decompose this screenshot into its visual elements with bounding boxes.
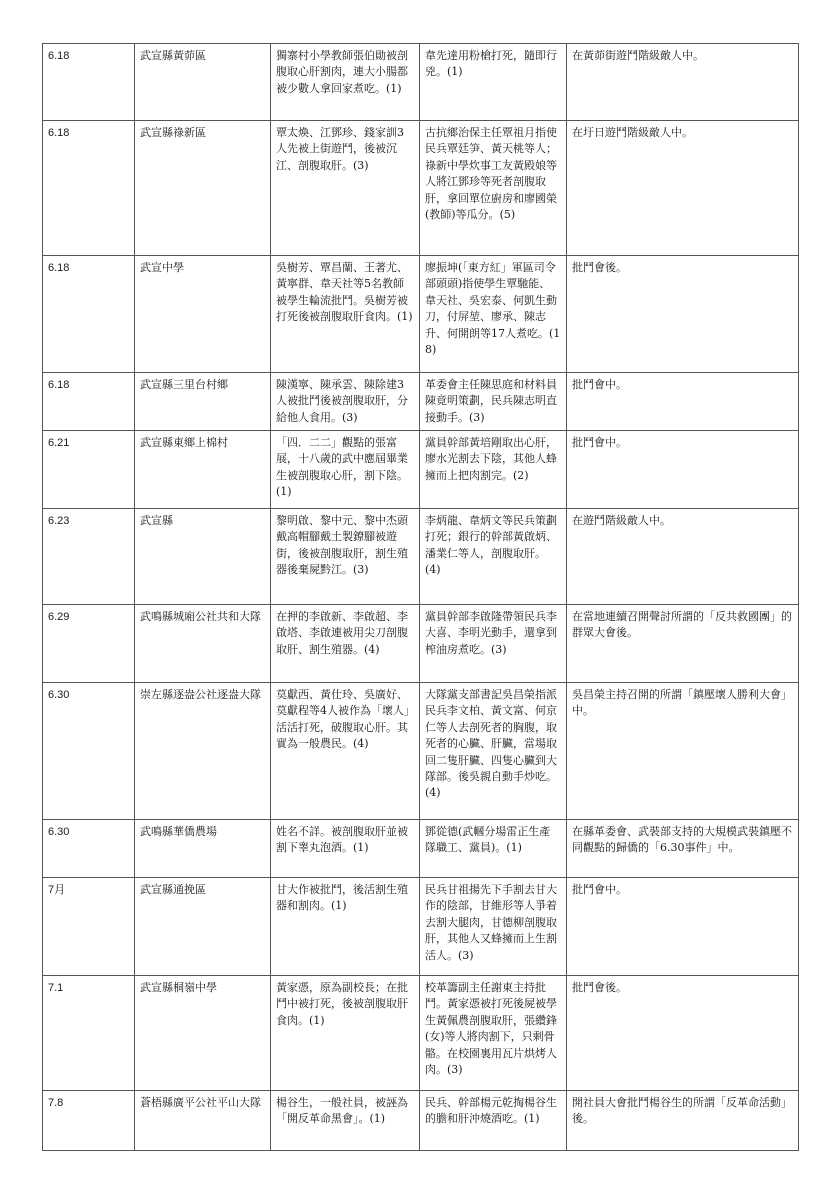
context-cell: 批鬥會中。 xyxy=(567,878,799,976)
perpetrators-cell: 古抗鄉治保主任覃祖月指使民兵覃廷笋、黃天桃等人；祿新中學炊事工友黃殿娘等人將江鄧珍等死者剖腹取肝，拿回單位廚房和廖國榮(教師)等瓜分。(5) xyxy=(420,121,567,256)
date-cell: 6.29 xyxy=(43,605,135,683)
perpetrators-cell: 大隊黨支部書記吳昌榮指派民兵李文柏、黃文富、何京仁等人去剖死者的胸腹，取死者的心臟、肝臟，當場取回二隻肝臟、四隻心臟到大隊部。後吳親自動手炒吃。(4) xyxy=(420,683,567,820)
perpetrators-cell: 鄧從德(武幗分場雷正生產隊職工、黨員)。(1) xyxy=(420,820,567,878)
location-cell: 武宣縣桐嶺中學 xyxy=(135,976,271,1091)
date-cell: 6.18 xyxy=(43,256,135,373)
victims-cell: 莫獻西、黃仕玲、吳廣好、莫獻程等4人被作為「壞人」活活打死，破腹取心肝。其實為一般農民。(4) xyxy=(271,683,420,820)
context-cell: 在黃茆街遊鬥階級敵人中。 xyxy=(567,44,799,121)
perpetrators-cell: 黨員幹部李啟隆帶領民兵李大喜、李明光動手，還拿到榨油房煮吃。(3) xyxy=(420,605,567,683)
date-cell: 7月 xyxy=(43,878,135,976)
location-cell: 蒼梧縣廣平公社平山大隊 xyxy=(135,1091,271,1151)
location-cell: 武鳴縣華僑農場 xyxy=(135,820,271,878)
table-row xyxy=(43,431,799,509)
context-cell: 開社員大會批鬥楊谷生的所謂「反革命活動」後。 xyxy=(567,1091,799,1151)
date-cell: 6.18 xyxy=(43,373,135,431)
victims-cell: 陳漢寧、陳承雲、陳除建3人被批鬥後被剖腹取肝，分給他人食用。(3) xyxy=(271,373,420,431)
location-cell: 武宣縣黃茆區 xyxy=(135,44,271,121)
table-row xyxy=(43,121,799,256)
perpetrators-cell: 廖振坤(「東方紅」軍區司令部頭頭)指使學生覃馳能、韋天社、吳宏泰、何凱生動刀，付屏堃、廖承、陳志升、何開朗等17人煮吃。(18) xyxy=(420,256,567,373)
context-cell: 在遊鬥階級敵人中。 xyxy=(567,509,799,605)
victims-cell: 甘大作被批鬥，後活割生殖器和割肉。(1) xyxy=(271,878,420,976)
context-cell: 吳昌榮主持召開的所謂「鎮壓壞人勝利大會」中。 xyxy=(567,683,799,820)
table-row xyxy=(43,256,799,373)
table-row xyxy=(43,605,799,683)
location-cell: 武宣縣祿新區 xyxy=(135,121,271,256)
context-cell: 批鬥會後。 xyxy=(567,256,799,373)
victims-cell: 在押的李啟新、李啟超、李啟塔、李啟連被用尖刀剖腹取肝、割生殖器。(4) xyxy=(271,605,420,683)
table-row xyxy=(43,44,799,121)
victims-cell: 覃太煥、江鄧珍、錢家訓3人先被上街遊鬥，後被沉江、剖腹取肝。(3) xyxy=(271,121,420,256)
date-cell: 6.23 xyxy=(43,509,135,605)
victims-cell: 黃家憑，原為副校長；在批鬥中被打死，後被剖腹取肝食肉。(1) xyxy=(271,976,420,1091)
victims-cell: 「四．二二」觀點的張富展，十八歲的武中應屆畢業生被剖腹取心肝，割下陰。(1) xyxy=(271,431,420,509)
location-cell: 武宣中學 xyxy=(135,256,271,373)
victims-cell: 黎明啟、黎中元、黎中杰頭戴高帽腳戴土製鐐腳被遊街，後被剖腹取肝，割生殖器後棄屍黔江。(3) xyxy=(271,509,420,605)
victims-cell: 吳樹芳、覃昌蘭、王著尤、黃寧群、韋天社等5名教師被學生輪流批鬥。吳樹芳被打死後被剖腹取肝食肉。(1) xyxy=(271,256,420,373)
date-cell: 7.1 xyxy=(43,976,135,1091)
table-row xyxy=(43,509,799,605)
perpetrators-cell: 李炳龍、韋炳文等民兵策劃打死；銀行的幹部黃啟炳、潘業仁等人，剖腹取肝。(4) xyxy=(420,509,567,605)
context-cell: 在圩日遊鬥階級敵人中。 xyxy=(567,121,799,256)
perpetrators-cell: 校革籌副主任謝東主持批鬥。黃家憑被打死後屍被學生黃佩農剖腹取肝，張纘鋒(女)等人將肉割下，只剩骨骼。在校園裏用瓦片烘烤人肉。(3) xyxy=(420,976,567,1091)
context-cell: 在縣革委會、武裝部支持的大規模武裝鎮壓不同觀點的歸僑的「6.30事件」中。 xyxy=(567,820,799,878)
context-cell: 批鬥會中。 xyxy=(567,431,799,509)
table-row xyxy=(43,878,799,976)
date-cell: 6.30 xyxy=(43,820,135,878)
perpetrators-cell: 民兵甘祖揚先下手割去甘大作的陰部，甘維形等人爭着去割大腿肉，甘德柳剖腹取肝，其他人又蜂擁而上生割活人。(3) xyxy=(420,878,567,976)
perpetrators-cell: 黨員幹部黃培剛取出心肝，廖水光割去下陰，其他人蜂擁而上把肉割完。(2) xyxy=(420,431,567,509)
table-row xyxy=(43,683,799,820)
date-cell: 6.30 xyxy=(43,683,135,820)
table-row xyxy=(43,1091,799,1151)
context-cell: 批鬥會後。 xyxy=(567,976,799,1091)
perpetrators-cell: 韋先達用粉槍打死，隨即行兇。(1) xyxy=(420,44,567,121)
date-cell: 6.18 xyxy=(43,44,135,121)
perpetrators-cell: 革委會主任陳思庭和材料員陳竟明策劃，民兵陳志明直接動手。(3) xyxy=(420,373,567,431)
context-cell: 批鬥會中。 xyxy=(567,373,799,431)
context-cell: 在當地連續召開聲討所謂的「反共救國團」的群眾大會後。 xyxy=(567,605,799,683)
location-cell: 武宣縣三里台村鄉 xyxy=(135,373,271,431)
records-table xyxy=(42,43,799,1151)
location-cell: 武宣縣 xyxy=(135,509,271,605)
location-cell: 武宣縣東鄉上棉村 xyxy=(135,431,271,509)
location-cell: 武鳴縣城廂公社共和大隊 xyxy=(135,605,271,683)
table-row xyxy=(43,820,799,878)
victims-cell: 楊谷生，一般社員，被誣為「開反革命黑會」。(1) xyxy=(271,1091,420,1151)
table-row xyxy=(43,373,799,431)
perpetrators-cell: 民兵、幹部楊元乾掏楊谷生的膽和肝沖燒酒吃。(1) xyxy=(420,1091,567,1151)
date-cell: 7.8 xyxy=(43,1091,135,1151)
table-row xyxy=(43,976,799,1091)
date-cell: 6.21 xyxy=(43,431,135,509)
date-cell: 6.18 xyxy=(43,121,135,256)
victims-cell: 姓名不詳。被剖腹取肝並被割下睾丸泡酒。(1) xyxy=(271,820,420,878)
location-cell: 崇左縣逐盎公社逐盎大隊 xyxy=(135,683,271,820)
victims-cell: 獨寨村小學教師張伯勛被剖腹取心肝割肉，連大小腸都被少數人拿回家煮吃。(1) xyxy=(271,44,420,121)
location-cell: 武宣縣通挽區 xyxy=(135,878,271,976)
